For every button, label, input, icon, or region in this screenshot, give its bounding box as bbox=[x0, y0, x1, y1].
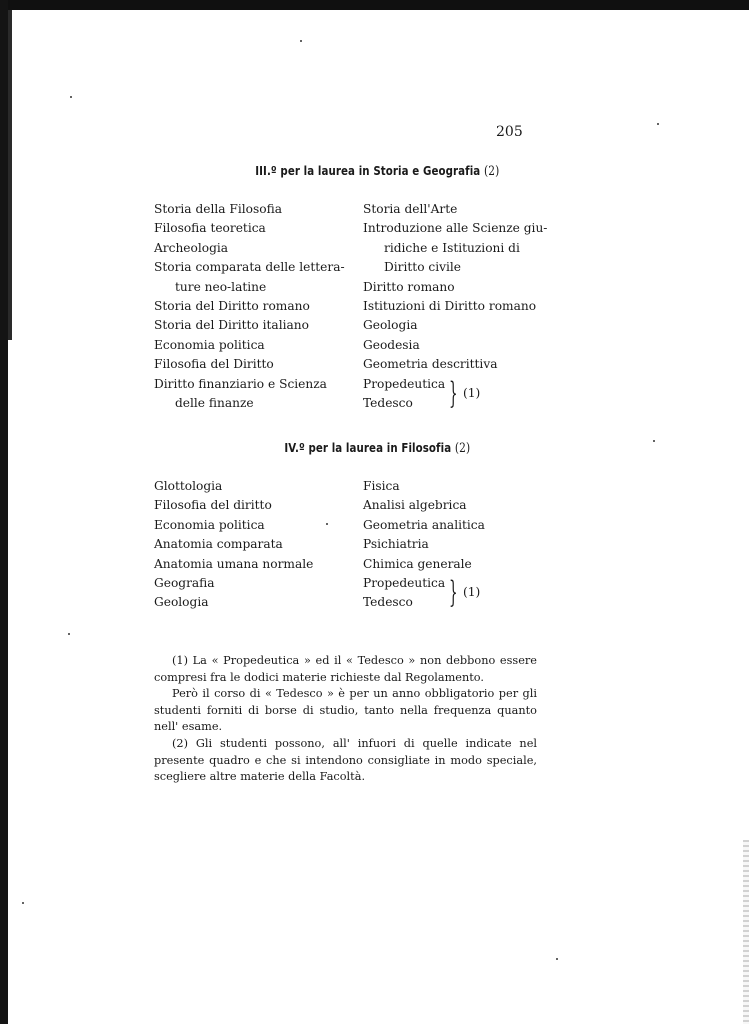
scan-speck bbox=[70, 96, 72, 98]
scan-right-edge bbox=[743, 840, 749, 1024]
scan-speck bbox=[657, 123, 659, 125]
list-item: Storia della Filosofia bbox=[154, 202, 282, 216]
list-item: Diritto romano bbox=[363, 279, 455, 294]
section4-left-column bbox=[154, 477, 344, 613]
list-item: Propedeutica bbox=[363, 576, 446, 591]
footnotes bbox=[154, 653, 537, 786]
footnote-2: (2) Gli studenti possono, all' infuori di quelle indicate nel presente quadro e che si intendono consigliate in modo speciale, scegliere altre materie della Facoltà. bbox=[154, 736, 537, 784]
list-item: Storia comparata delle lettera- bbox=[154, 260, 345, 275]
list-item: Propedeutica bbox=[363, 376, 446, 391]
list-item: Storia del Diritto italiano bbox=[154, 318, 309, 333]
section4-heading bbox=[70, 440, 684, 456]
list-item: Glottologia bbox=[154, 479, 223, 493]
list-item: Geometria descrittiva bbox=[363, 357, 498, 372]
scan-speck bbox=[300, 40, 302, 42]
list-item: Economia politica bbox=[154, 517, 265, 532]
section3-right-column bbox=[363, 200, 548, 413]
section4-right-column bbox=[363, 477, 538, 613]
list-item: Introduzione alle Scienze giu- bbox=[363, 221, 548, 236]
list-item: Istituzioni di Diritto romano bbox=[363, 299, 537, 314]
curly-brace-icon: } bbox=[449, 575, 458, 611]
footnote-1: (1) La « Propedeutica » ed il « Tedesco » non debbono essere compresi fra le dodici materie richieste dal Regolamento. bbox=[154, 654, 537, 684]
list-item: Geologia bbox=[363, 318, 418, 333]
list-item: Storia dell'Arte bbox=[363, 202, 458, 216]
list-item: Fisica bbox=[363, 479, 400, 493]
list-item: Filosofia del Diritto bbox=[154, 357, 274, 372]
list-item: Diritto finanziario e Scienza bbox=[154, 376, 327, 391]
section3-heading-note: (2) bbox=[483, 164, 500, 179]
curly-brace-icon: } bbox=[449, 375, 458, 411]
footnote-1-continued: Però il corso di « Tedesco » è per un anno obbligatorio per gli studenti forniti di borse di studio, tanto nella frequenza quanto nell' esame. bbox=[154, 687, 537, 734]
list-item: Tedesco bbox=[363, 595, 413, 610]
section3-heading bbox=[70, 163, 684, 179]
list-item: Filosofia del diritto bbox=[154, 498, 272, 513]
list-item-continuation: Diritto civile bbox=[384, 260, 462, 275]
list-item: Geologia bbox=[154, 595, 209, 610]
list-item: Filosofia teoretica bbox=[154, 221, 266, 236]
scan-left-shadow bbox=[8, 10, 12, 340]
section4-heading-note: (2) bbox=[454, 441, 471, 456]
section4-heading-text: IV.º per la laurea in Filosofia bbox=[284, 440, 452, 455]
list-item-continuation: delle finanze bbox=[175, 396, 254, 411]
list-item: Anatomia umana normale bbox=[154, 556, 314, 571]
list-item: Psichiatria bbox=[363, 537, 429, 552]
list-item: Geometria analitica bbox=[363, 517, 485, 532]
section4-brace-note: (1) bbox=[463, 585, 481, 600]
scan-top-border bbox=[0, 0, 749, 10]
list-item-continuation: ture neo-latine bbox=[175, 279, 267, 294]
list-item: Geodesia bbox=[363, 337, 420, 352]
page-number: 205 bbox=[496, 124, 523, 140]
list-item: Chimica generale bbox=[363, 556, 472, 571]
list-item: Storia del Diritto romano bbox=[154, 299, 310, 314]
scan-left-border bbox=[0, 0, 8, 1024]
list-item-continuation: ridiche e Istituzioni di bbox=[384, 240, 520, 255]
section3-left-column bbox=[154, 200, 344, 413]
scan-speck bbox=[556, 958, 558, 960]
section4-brace-group bbox=[363, 574, 538, 613]
list-item: Economia politica bbox=[154, 337, 265, 352]
list-item: Analisi algebrica bbox=[363, 498, 467, 513]
list-item: Anatomia comparata bbox=[154, 537, 283, 552]
section3-heading-text: III.º per la laurea in Storia e Geografia bbox=[255, 163, 481, 178]
scan-speck bbox=[68, 633, 70, 635]
section3-brace-group bbox=[363, 375, 538, 414]
section3-brace-note: (1) bbox=[463, 385, 481, 400]
list-item: Archeologia bbox=[154, 240, 229, 255]
list-item: Tedesco bbox=[363, 396, 413, 411]
scan-speck bbox=[22, 902, 24, 904]
list-item: Geografia bbox=[154, 576, 215, 591]
